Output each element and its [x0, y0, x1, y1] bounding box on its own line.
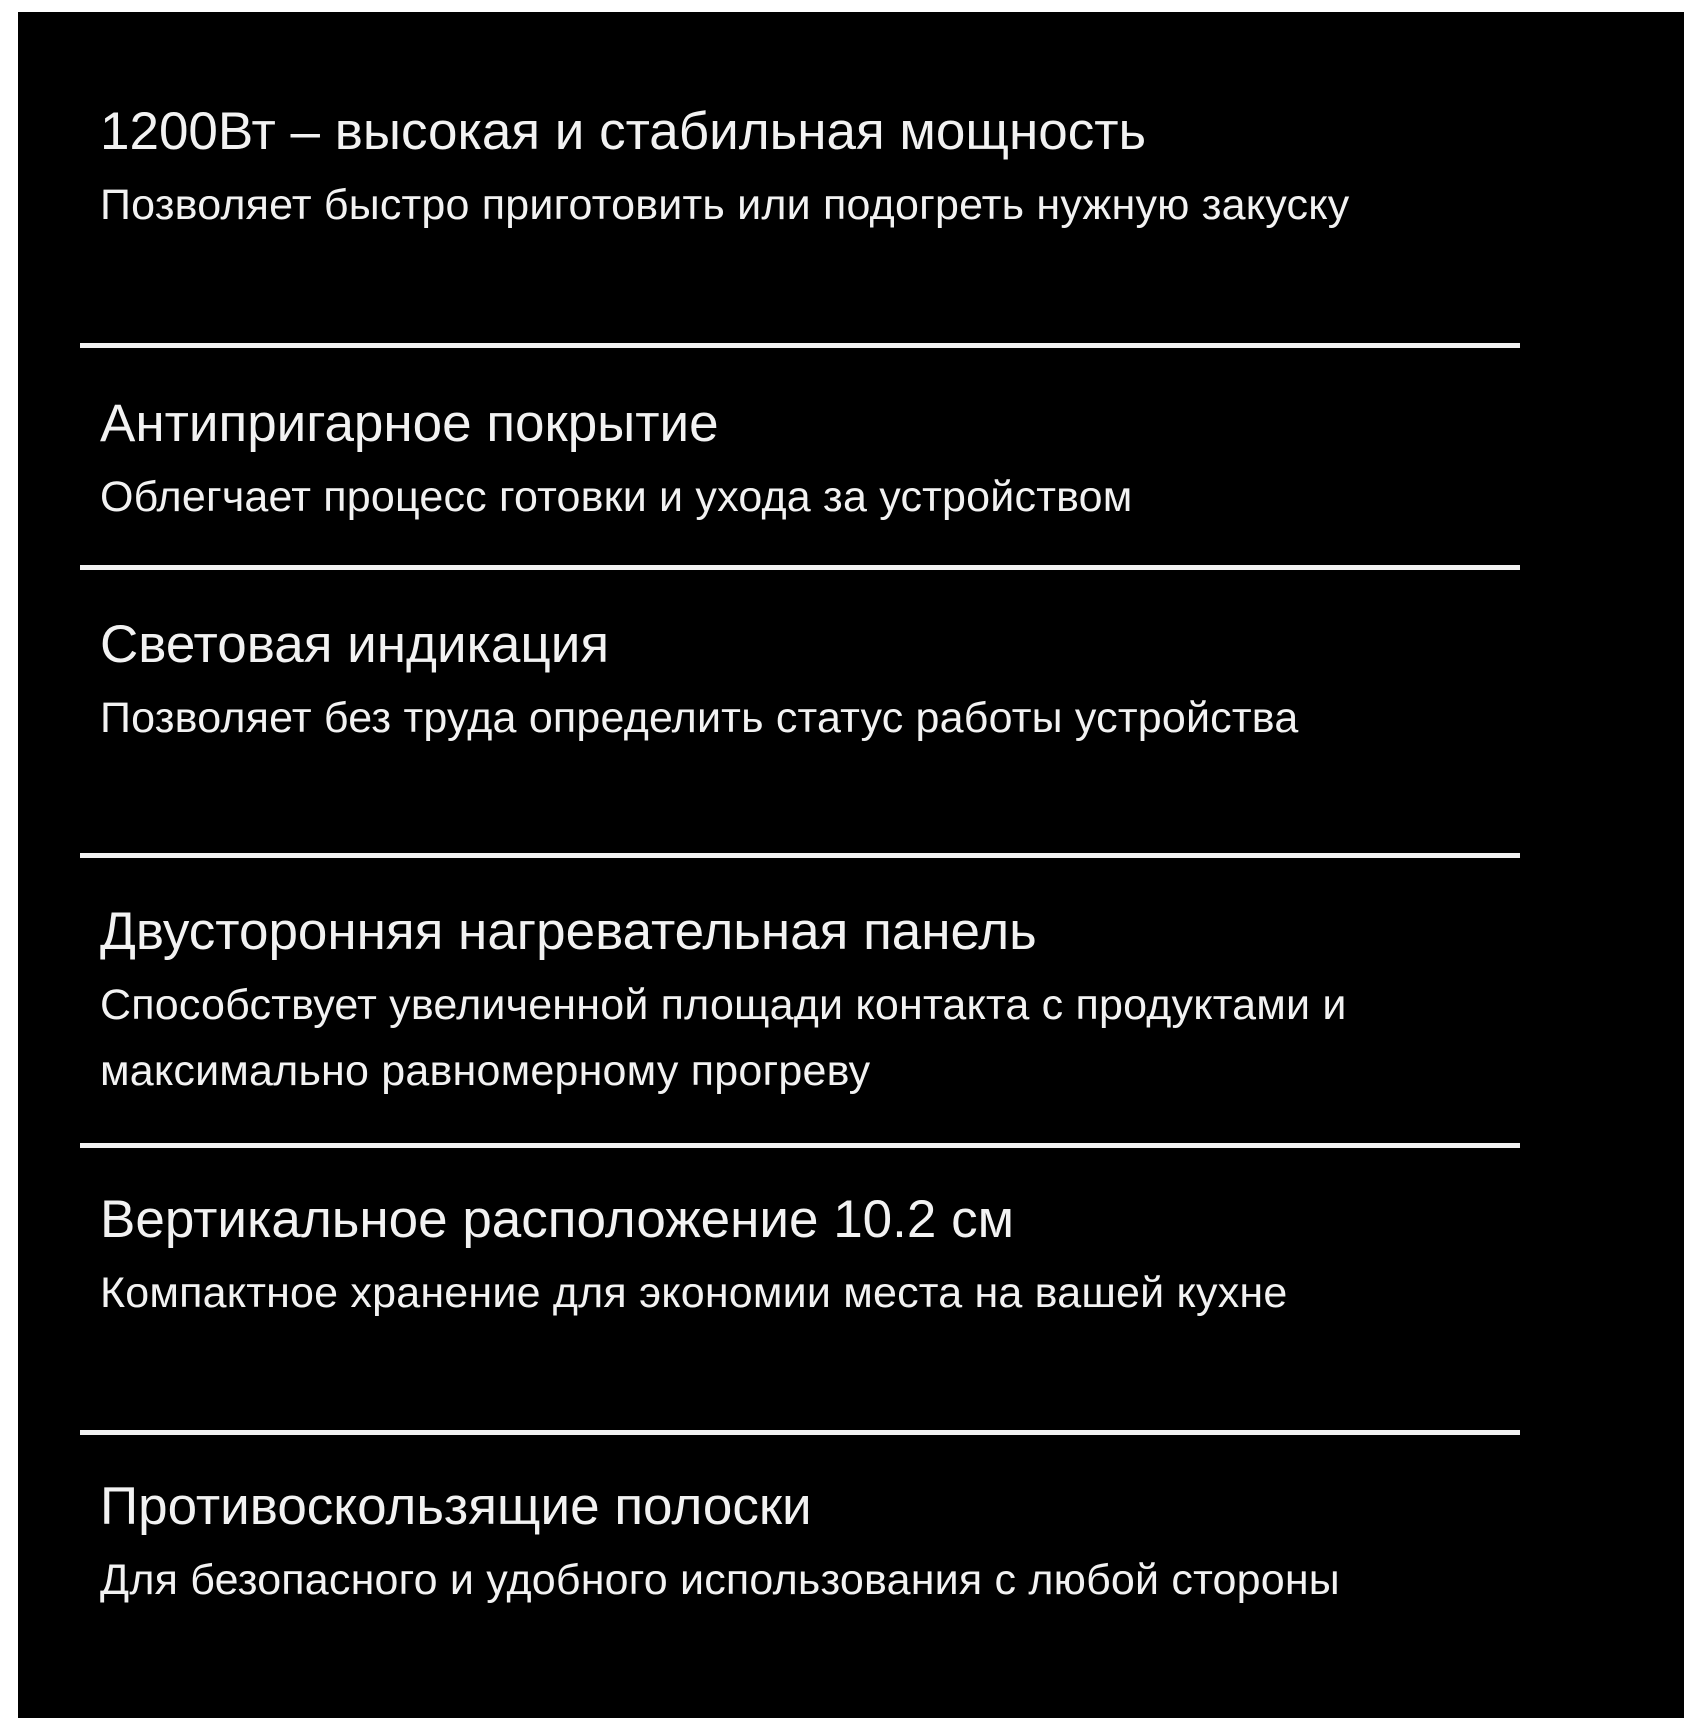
divider [80, 565, 1520, 570]
divider [80, 1143, 1520, 1148]
feature-title: 1200Вт – высокая и стабильная мощность [100, 102, 1147, 161]
feature-vertical-storage [100, 1188, 1520, 1326]
divider [80, 853, 1520, 858]
feature-double-sided-plate [100, 900, 1520, 1104]
feature-title: Двусторонняя нагревательная панель [100, 902, 1037, 961]
feature-description: Для безопасного и удобного использования с любой стороны [100, 1556, 1340, 1604]
feature-title: Антипригарное покрытие [100, 394, 719, 453]
feature-description: Позволяет без труда определить статус работы устройства [100, 694, 1299, 742]
feature-anti-slip-strips [100, 1475, 1520, 1613]
feature-description: Способствует увеличенной площади контакта с продуктами и максимально равномерному прогреву [100, 981, 1347, 1095]
feature-nonstick-coating [100, 392, 1520, 530]
divider [80, 343, 1520, 348]
feature-description: Компактное хранение для экономии места на вашей кухне [100, 1269, 1288, 1317]
divider [80, 1430, 1520, 1435]
feature-title: Световая индикация [100, 615, 610, 674]
feature-description: Позволяет быстро приготовить или подогреть нужную закуску [100, 181, 1350, 229]
feature-description: Облегчает процесс готовки и ухода за устройством [100, 473, 1133, 521]
feature-light-indicator [100, 613, 1520, 751]
feature-title: Противоскользящие полоски [100, 1477, 812, 1536]
feature-power [100, 100, 1520, 238]
feature-title: Вертикальное расположение 10.2 см [100, 1190, 1015, 1249]
feature-panel [18, 12, 1684, 1718]
